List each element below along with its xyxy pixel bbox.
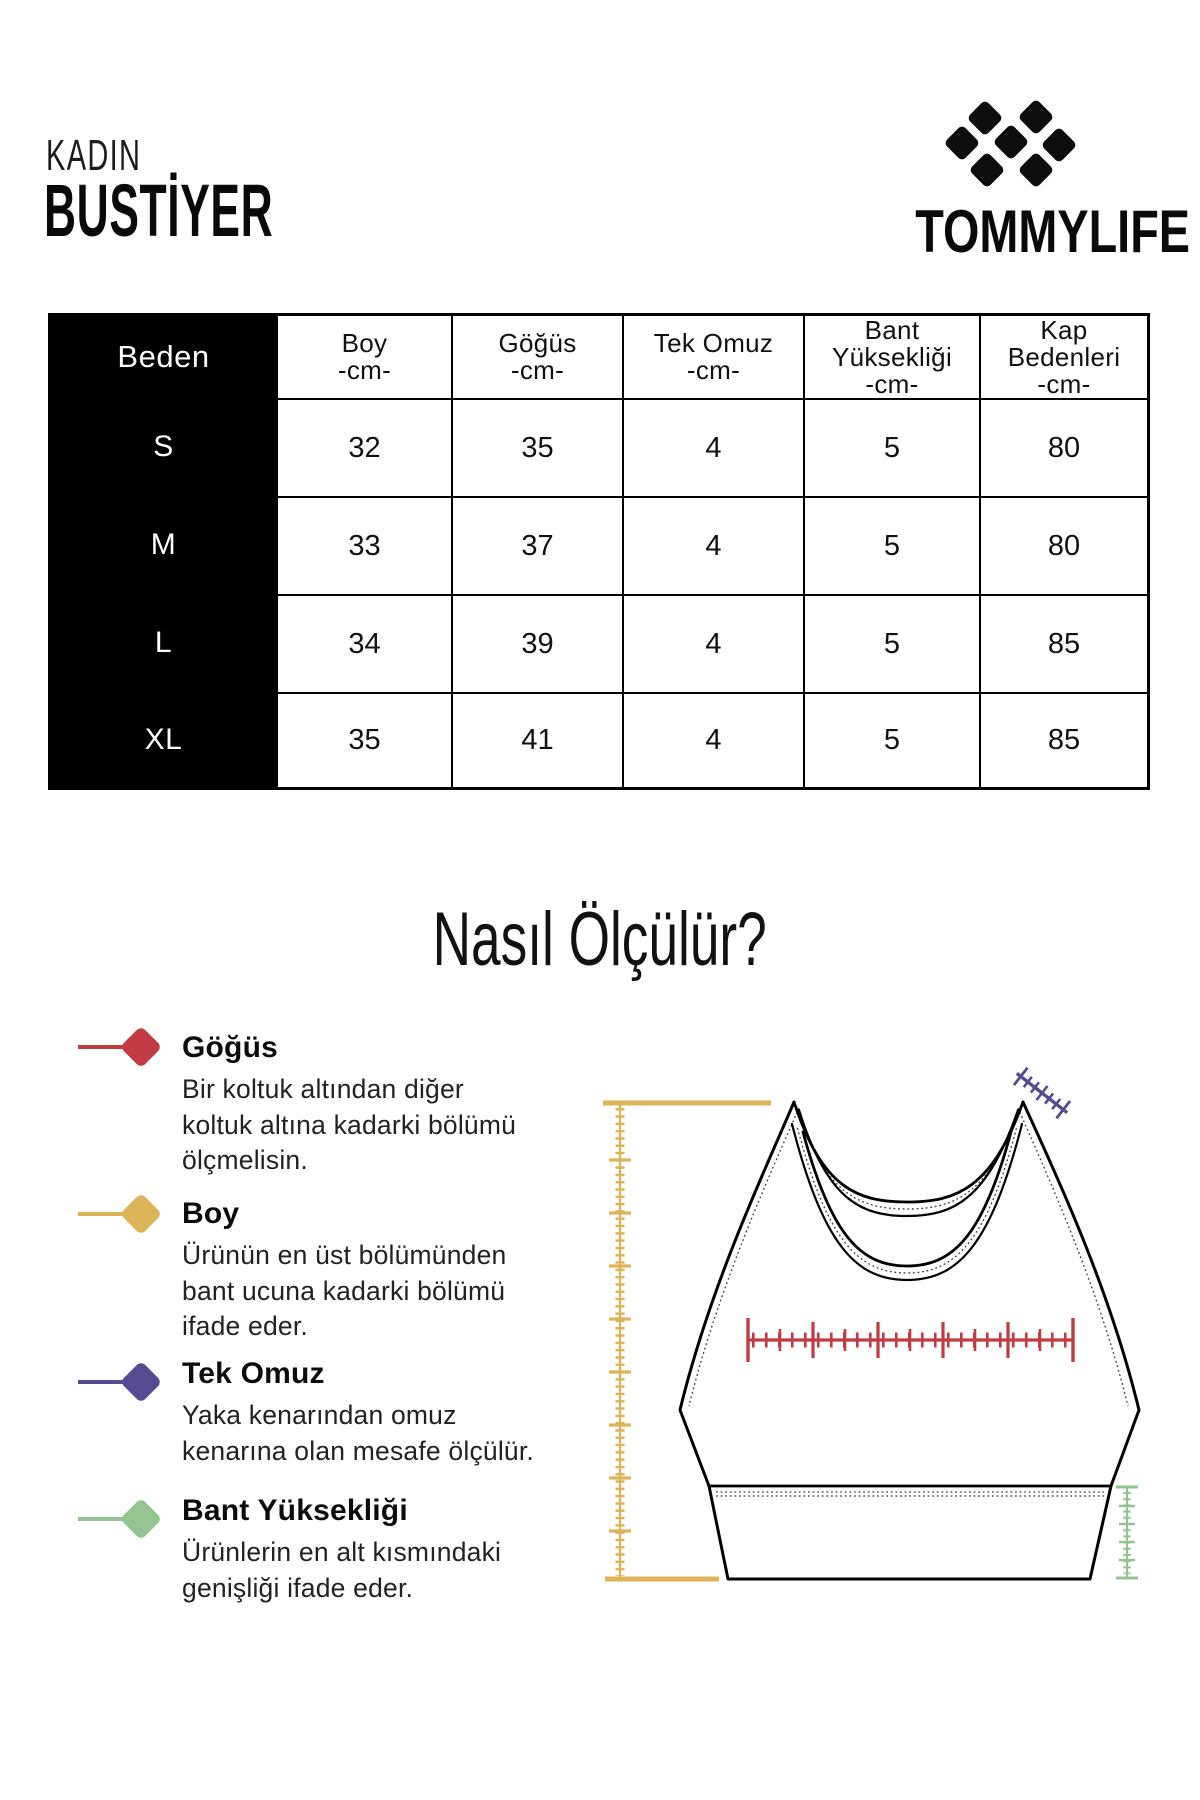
unit-label: -cm- xyxy=(510,355,565,385)
table-cell: 35 xyxy=(276,692,451,787)
brand-wordmark: TOMMYLIFE xyxy=(915,198,1190,265)
legend-connector xyxy=(78,1380,128,1385)
legend-title: Boy xyxy=(182,1197,240,1230)
unit-label: -cm- xyxy=(865,368,919,399)
logo-diamond-icon xyxy=(1018,99,1055,136)
bra-measurement-diagram xyxy=(530,950,1170,1610)
table-cell: 39 xyxy=(451,594,622,692)
band-ruler-icon xyxy=(1116,1487,1138,1578)
size-row-label: XL xyxy=(51,692,276,787)
legend-title: Tek Omuz xyxy=(182,1357,325,1390)
logo-diamond-icon xyxy=(993,124,1030,161)
table-cell: 4 xyxy=(622,398,803,496)
table-cell: 34 xyxy=(276,594,451,692)
table-cell: 4 xyxy=(622,692,803,787)
legend-item-bant-yuksekligi xyxy=(78,1479,548,1649)
column-header: Kap Bedenleri -cm- xyxy=(979,316,1147,398)
table-cell: 4 xyxy=(622,496,803,594)
logo-diamond-icon xyxy=(969,152,1006,189)
table-cell: 80 xyxy=(979,496,1147,594)
table-cell: 85 xyxy=(979,692,1147,787)
table-cell: 35 xyxy=(451,398,622,496)
column-header: Bant Yüksekliği -cm- xyxy=(803,316,979,398)
legend-description: Yaka kenarından omuz kenarına olan mesafe ölçülür. xyxy=(182,1400,534,1466)
table-cell: 5 xyxy=(803,594,979,692)
size-table xyxy=(48,313,1150,790)
brand-logo-icon xyxy=(941,98,1086,193)
table-cell: 41 xyxy=(451,692,622,787)
table-corner-header: Beden xyxy=(51,316,276,398)
table-cell: 32 xyxy=(276,398,451,496)
table-cell: 4 xyxy=(622,594,803,692)
table-cell: 5 xyxy=(803,398,979,496)
size-row-label: M xyxy=(51,496,276,594)
diamond-marker-icon xyxy=(120,1361,162,1403)
legend-description: Ürünün en üst bölümünden bant ucuna kadarki bölümü ifade eder. xyxy=(182,1240,507,1341)
legend-connector xyxy=(78,1212,128,1217)
unit-label: -cm- xyxy=(1037,368,1091,399)
legend-connector xyxy=(78,1517,128,1522)
size-row-label: L xyxy=(51,594,276,692)
column-header: Göğüs -cm- xyxy=(451,316,622,398)
logo-diamond-icon xyxy=(1018,152,1055,189)
table-cell: 85 xyxy=(979,594,1147,692)
table-cell: 33 xyxy=(276,496,451,594)
legend-title: Göğüs xyxy=(182,1031,278,1064)
diamond-marker-icon xyxy=(120,1026,162,1068)
size-row-label: S xyxy=(51,398,276,496)
diamond-marker-icon xyxy=(120,1193,162,1235)
product-title: BUSTİYER xyxy=(44,169,274,252)
logo-diamond-icon xyxy=(967,100,1004,137)
legend-description: Ürünlerin en alt kısmındaki genişliği ifade eder. xyxy=(182,1537,502,1603)
legend-description: Bir koltuk altından diğer koltuk altına kadarki bölümü ölçmelisin. xyxy=(182,1074,517,1175)
diamond-marker-icon xyxy=(120,1498,162,1540)
unit-label: -cm- xyxy=(337,355,392,385)
table-cell: 5 xyxy=(803,496,979,594)
column-header: Boy -cm- xyxy=(276,316,451,398)
logo-diamond-icon xyxy=(1041,127,1078,164)
legend-connector xyxy=(78,1045,128,1050)
table-cell: 80 xyxy=(979,398,1147,496)
table-cell: 37 xyxy=(451,496,622,594)
legend-title: Bant Yüksekliği xyxy=(182,1494,408,1527)
table-cell: 5 xyxy=(803,692,979,787)
logo-diamond-icon xyxy=(944,125,981,162)
legend-item-gogus xyxy=(78,1007,548,1177)
column-header: Tek Omuz -cm- xyxy=(622,316,803,398)
legend-item-boy xyxy=(78,1174,548,1344)
how-to-measure-heading: Nasıl Ölçülür? xyxy=(432,897,768,982)
category-label: KADIN xyxy=(46,131,142,180)
unit-label: -cm- xyxy=(686,355,741,385)
